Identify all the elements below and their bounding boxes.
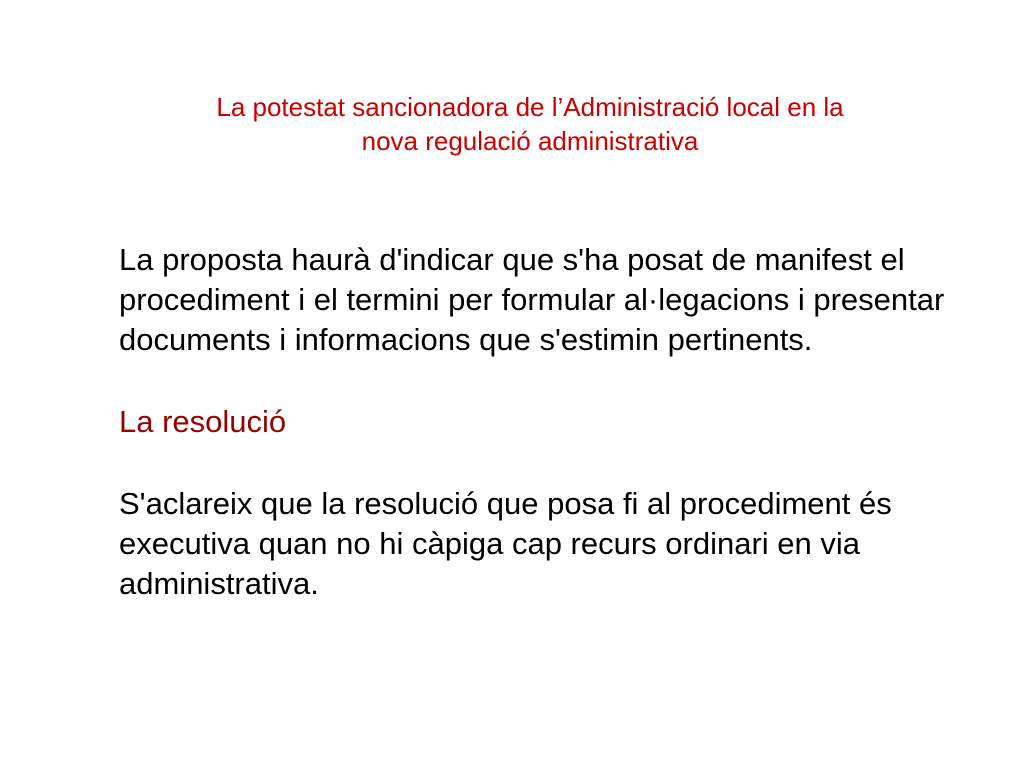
paragraph-line: La proposta haurà d'indicar que s'ha posat de manifest el xyxy=(119,242,905,277)
resolution-paragraph xyxy=(119,484,1019,604)
paragraph-line: executiva quan no hi càpiga cap recurs ordinari en via xyxy=(119,526,861,561)
slide-title-line: La potestat sancionadora de l’Administració local en la xyxy=(216,92,844,122)
proposal-paragraph xyxy=(119,240,1019,360)
slide-title-line: nova regulació administrativa xyxy=(361,126,699,156)
paragraph-line: procediment i el termini per formular al·legacions i presentar xyxy=(119,282,945,317)
paragraph-line: documents i informacions que s'estimin pertinents. xyxy=(119,322,813,357)
section-heading-resolution: La resolució xyxy=(119,404,287,439)
paragraph-line: administrativa. xyxy=(119,566,319,601)
paragraph-line: S'aclareix que la resolució que posa fi al procediment és xyxy=(119,486,892,521)
slide-title xyxy=(100,90,960,158)
